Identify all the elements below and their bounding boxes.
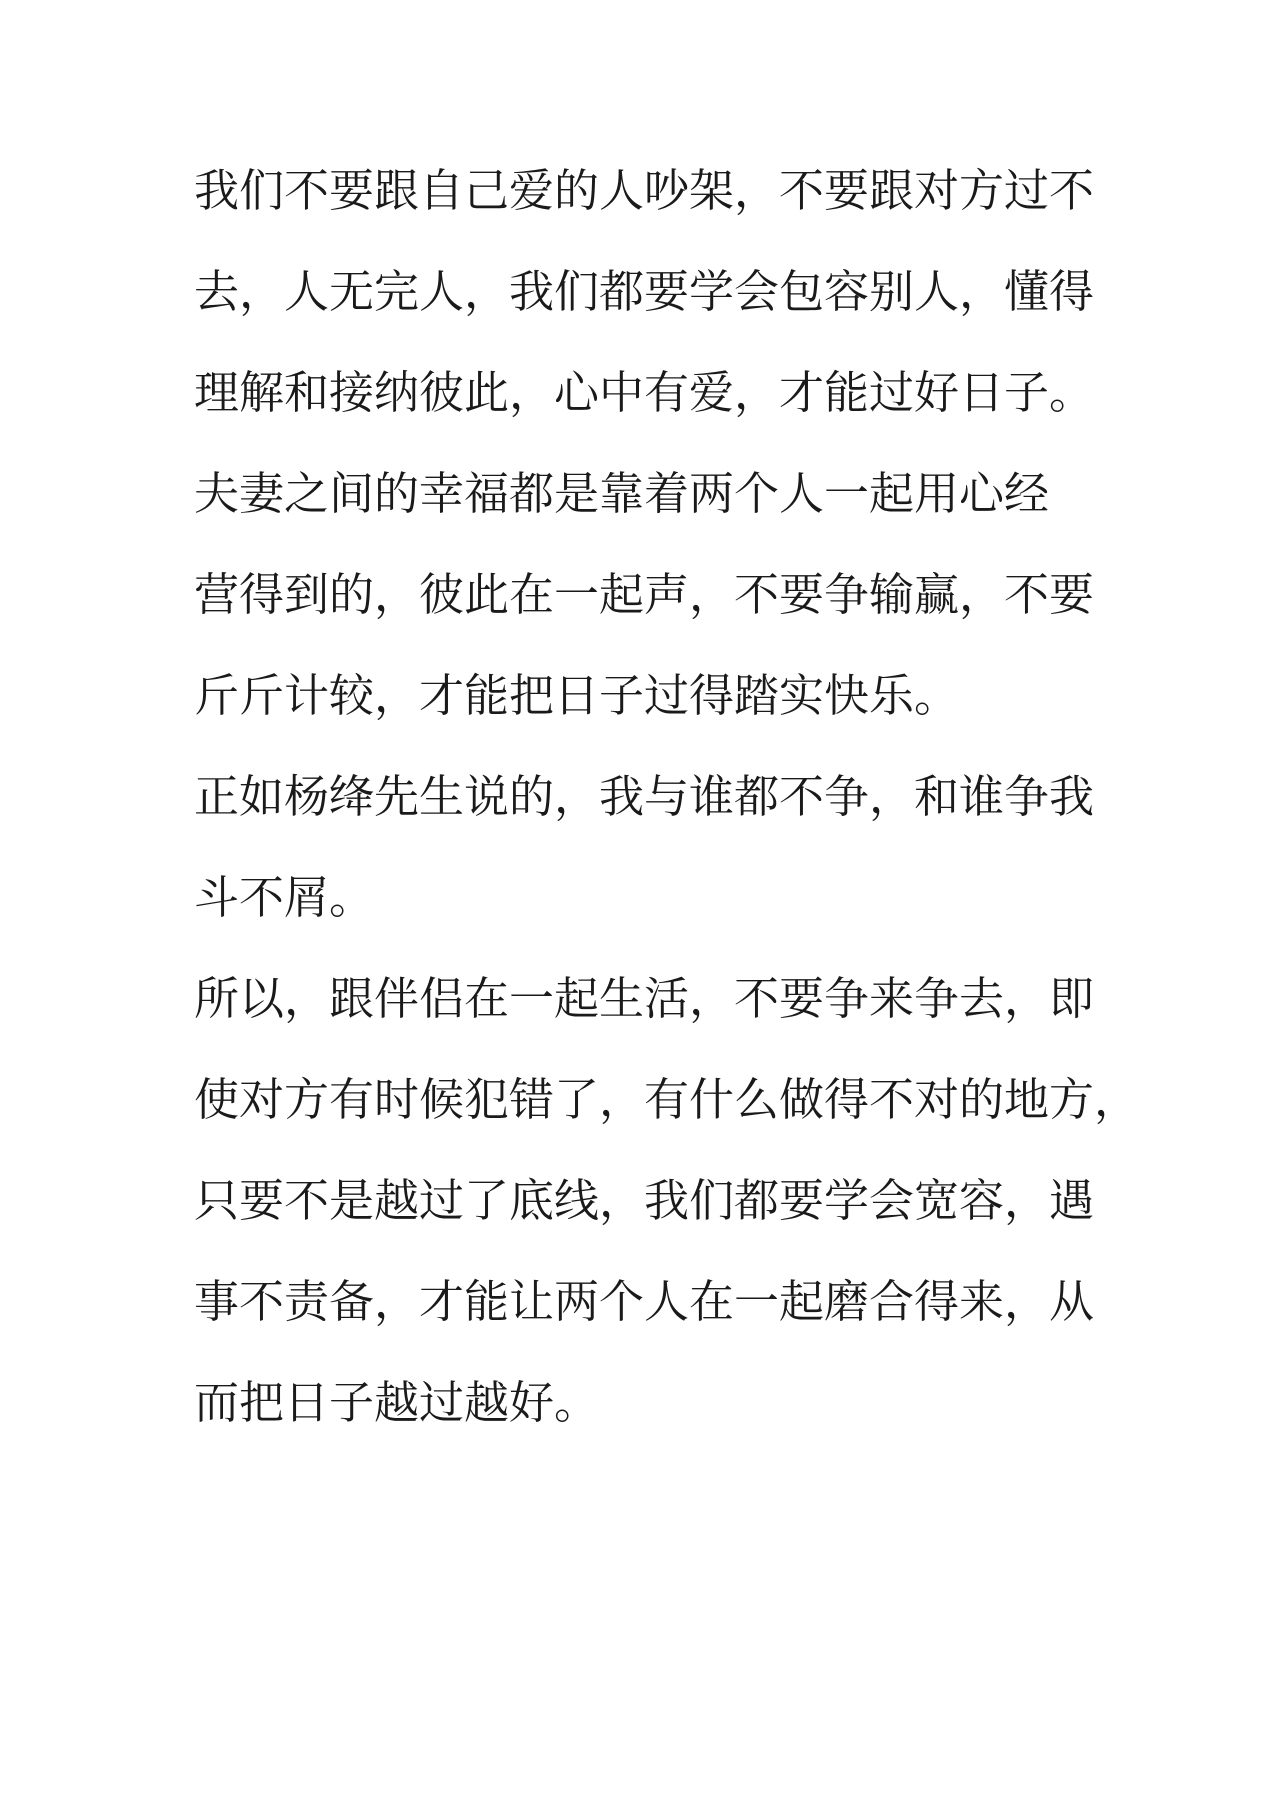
text-line: 事不责备，才能让两个人在一起磨合得来，从 [194,1275,1095,1328]
text-line: 理解和接纳彼此，心中有爱，才能过好日子。 [194,366,1095,419]
paragraph-3 [194,770,1095,976]
text-line: 斗不屑。 [194,871,375,924]
text-line: 所以，跟伴侣在一起生活，不要争来争去，即 [194,972,1095,1025]
text-line: 我们不要跟自己爱的人吵架，不要跟对方过不 [194,164,1095,217]
text-line: 营得到的，彼此在一起声，不要争输赢，不要 [194,568,1095,621]
paragraph-4 [194,972,1140,1481]
text-line: 夫妻之间的幸福都是靠着两个人一起用心经 [194,467,1050,520]
text-line: 去，人无完人，我们都要学会包容别人，懂得 [194,265,1095,318]
text-line: 使对方有时候犯错了，有什么做得不对的地方， [194,1073,1140,1126]
article-body [194,164,1140,1481]
text-line: 只要不是越过了底线，我们都要学会宽容，遇 [194,1174,1095,1227]
paragraph-1 [194,164,1095,471]
text-line: 正如杨绛先生说的，我与谁都不争，和谁争我 [194,770,1095,823]
text-line: 而把日子越过越好。 [194,1376,600,1429]
paragraph-2 [194,467,1095,774]
text-line: 斤斤计较，才能把日子过得踏实快乐。 [194,669,960,722]
